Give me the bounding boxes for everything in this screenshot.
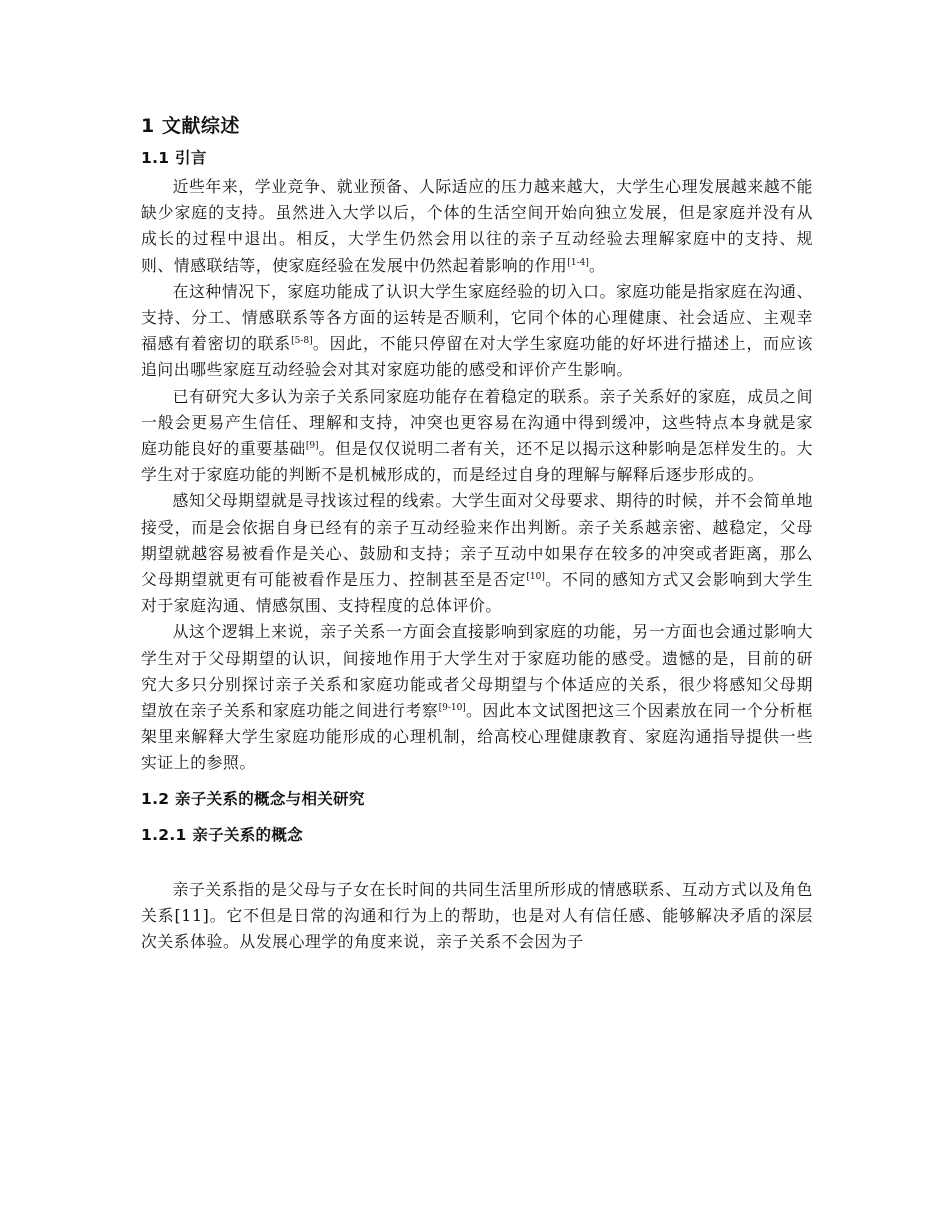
paragraph-6: 亲子关系指的是父母与子女在长时间的共同生活里所形成的情感联系、互动方式以及角色关系[11]。它不但是日常的沟通和行为上的帮助，也是对人有信任感、能够解决矛盾的深层次关系体验。从发展心理学的角度来说，亲子关系不会因为子 bbox=[141, 879, 813, 952]
section-heading-intro: 1.1 引言 bbox=[141, 149, 207, 167]
spacer bbox=[141, 815, 813, 823]
section-heading-parent-child: 1.2 亲子关系的概念与相关研究 bbox=[141, 789, 365, 808]
citation: [5-8] bbox=[291, 336, 313, 347]
spacer bbox=[141, 847, 813, 877]
paragraph-4: 感知父母期望就是寻找该过程的线索。大学生面对父母要求、期待的时候，并不会简单地接受，而是会依据自身已经有的亲子互动经验来作出判断。亲子关系越亲密、越稳定，父母期望就越容易被看作是关心、鼓励和支持；亲子互动中如果存在较多的冲突或者距离，那么父母期望就更有可能被看作是压力、控制甚至是否定[10]。不同的感知方式又会影响到大学生对于家庭沟通、情感氛围、支持程度的总体评价。 bbox=[141, 491, 813, 616]
chapter-heading: 1 文献综述 bbox=[141, 115, 240, 137]
citation: [1-4] bbox=[567, 257, 589, 268]
paragraph-2: 在这种情况下，家庭功能成了认识大学生家庭经验的切入口。家庭功能是指家庭在沟通、支持、分工、情感联系等各方面的运转是否顺利，它同个体的心理健康、社会适应、主观幸福感有着密切的联系[5-8]。因此，不能只停留在对大学生家庭功能的好坏进行描述上，而应该追问出哪些家庭互动经验会对其对家庭功能的感受和评价产生影响。 bbox=[141, 281, 813, 380]
spacer bbox=[141, 777, 813, 787]
paragraph-1: 近些年来，学业竞争、就业预备、人际适应的压力越来越大，大学生心理发展越来越不能缺少家庭的支持。虽然进入大学以后，个体的生活空间开始向独立发展，但是家庭并没有从成长的过程中退出。相反，大学生仍然会用以往的亲子互动经验去理解家庭中的支持、规则、情感联结等，使家庭经验在发展中仍然起着影响的作用[1-4]。 bbox=[141, 177, 813, 275]
citation: [10] bbox=[526, 572, 545, 583]
document-page bbox=[141, 112, 813, 955]
citation: [9] bbox=[305, 441, 319, 452]
citation: [9-10] bbox=[438, 703, 466, 714]
paragraph-5: 从这个逻辑上来说，亲子关系一方面会直接影响到家庭的功能，另一方面也会通过影响大学生对于父母期望的认识，间接地作用于大学生对于家庭功能的感受。遗憾的是，目前的研究大多只分别探讨亲子关系和家庭功能或者父母期望与个体适应的关系，很少将感知父母期望放在亲子关系和家庭功能之间进行考察[9-10]。因此本文试图把这三个因素放在同一个分析框架里来解释大学生家庭功能形成的心理机制，给高校心理健康教育、家庭沟通指导提供一些实证上的参照。 bbox=[141, 622, 813, 773]
paragraph-3: 已有研究大多认为亲子关系同家庭功能存在着稳定的联系。亲子关系好的家庭，成员之间一般会更易产生信任、理解和支持，冲突也更容易在沟通中得到缓冲，这些特点本身就是家庭功能良好的重要基础[9]。但是仅仅说明二者有关，还不足以揭示这种影响是怎样发生的。大学生对于家庭功能的判断不是机械形成的，而是经过自身的理解与解释后逐步形成的。 bbox=[141, 386, 813, 485]
subsection-heading-concept: 1.2.1 亲子关系的概念 bbox=[141, 825, 303, 844]
